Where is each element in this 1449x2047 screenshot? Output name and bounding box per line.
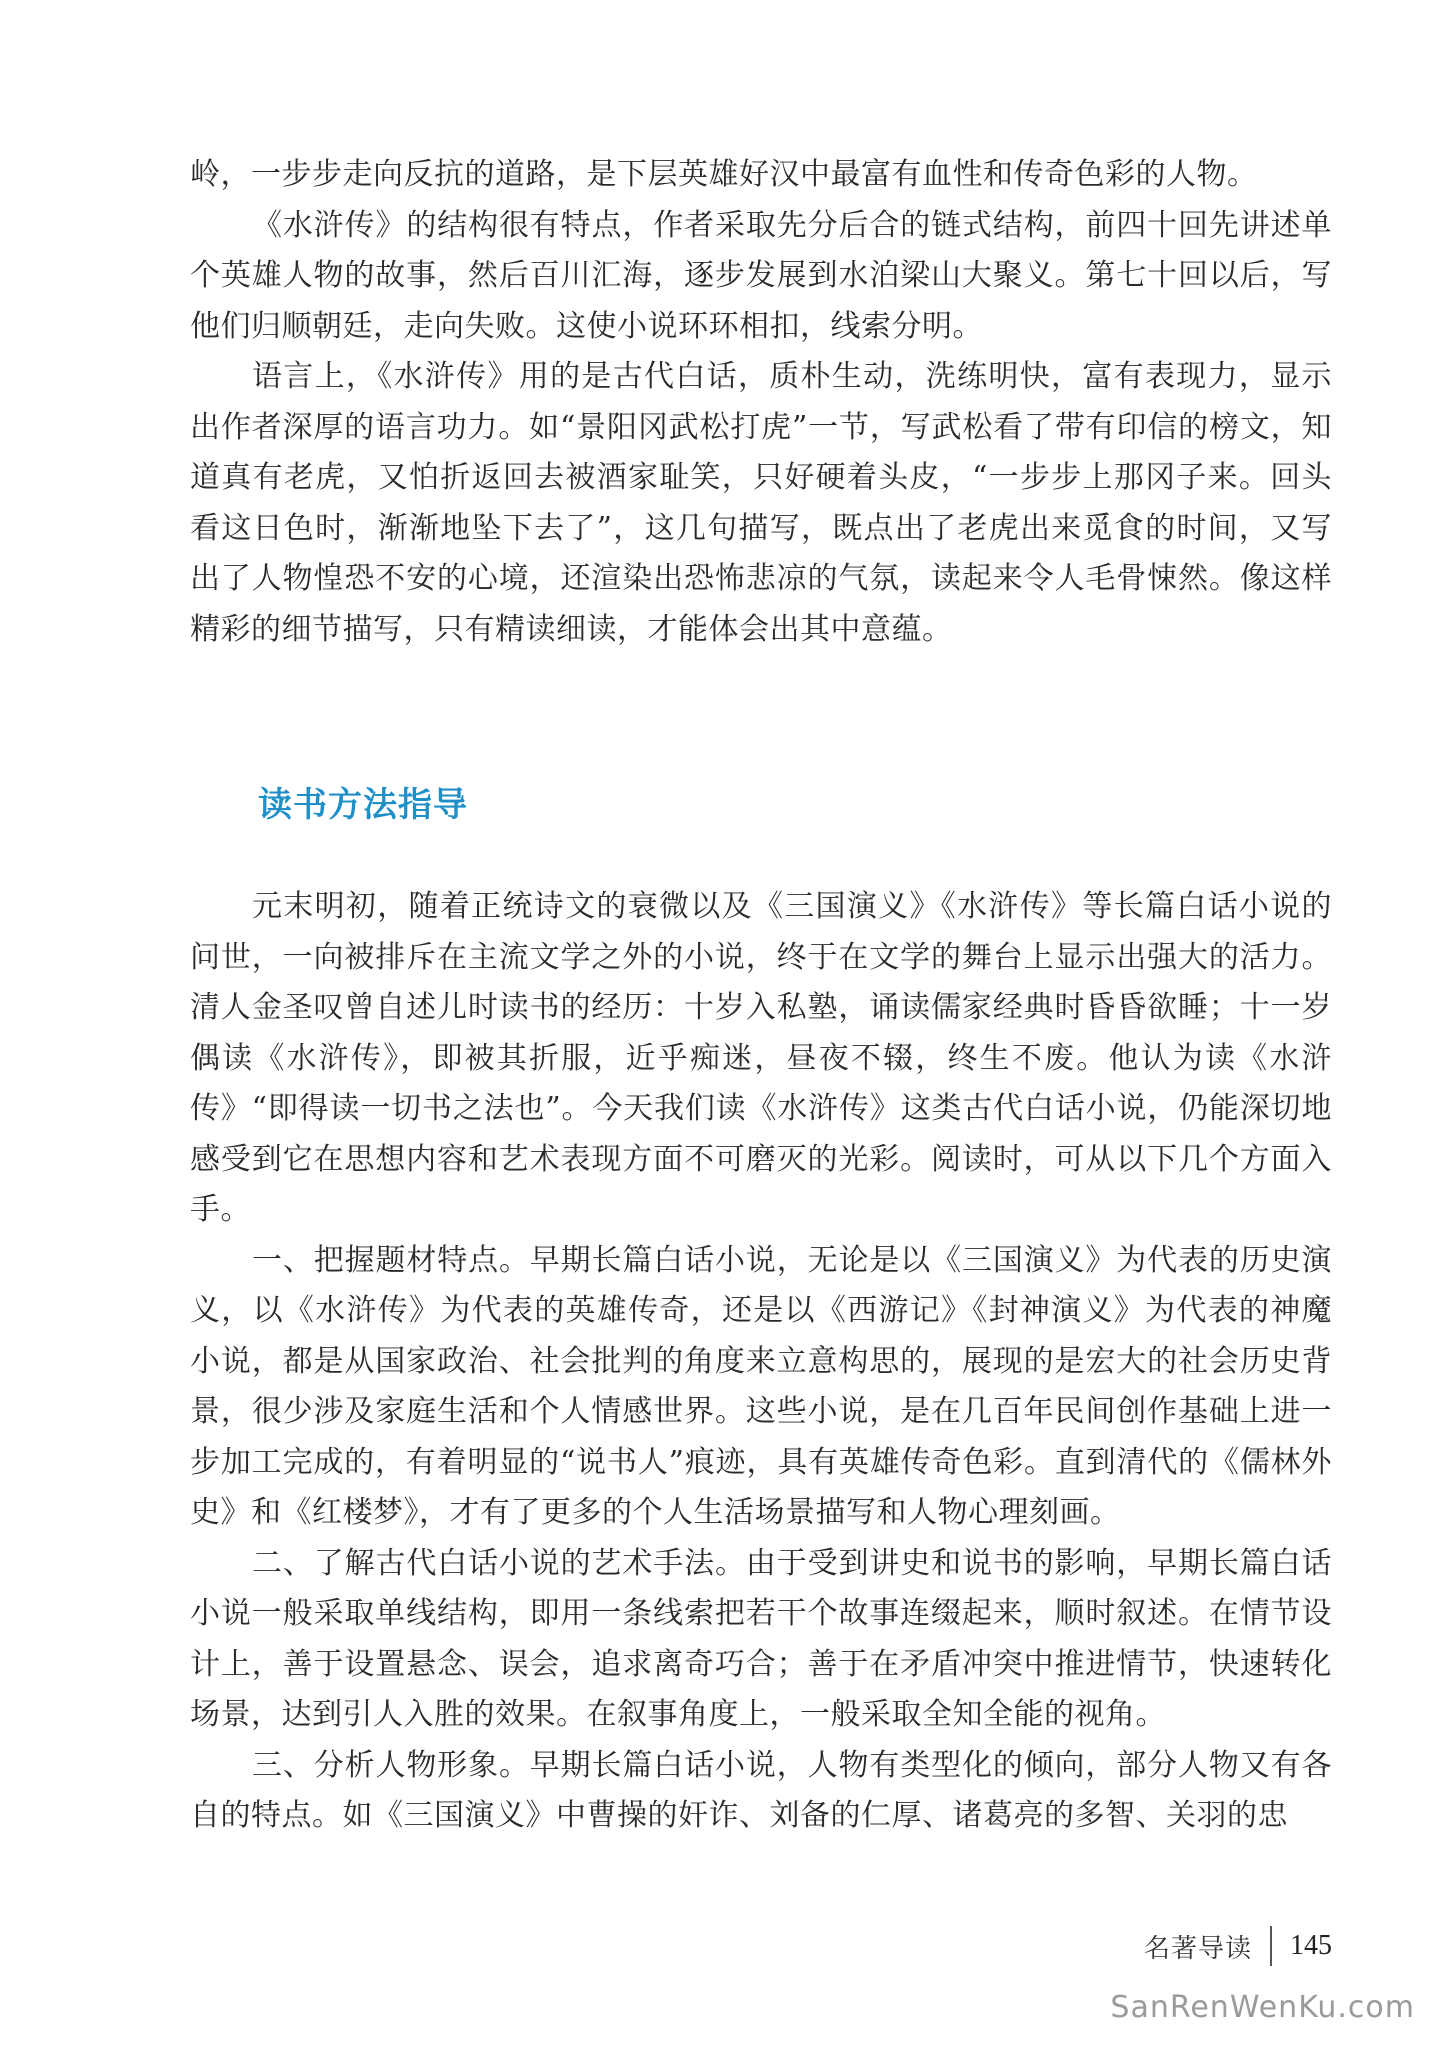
paragraph-point-three: 三、分析人物形象。早期长篇白话小说，人物有类型化的倾向，部分人物又有各自的特点。如《三国演义》中曹操的奸诈、刘备的仁厚、诸葛亮的多智、关羽的忠 xyxy=(190,1747,1332,1833)
footer-book-title: 名著导读 xyxy=(1143,1933,1252,1964)
paragraph-point-one: 一、把握题材特点。早期长篇白话小说，无论是以《三国演义》为代表的历史演义，以《水浒传》为代表的英雄传奇，还是以《西游记》《封神演义》为代表的神魔小说，都是从国家政治、社会批判的角度来立意构思的，展现的是宏大的社会历史背景，很少涉及家庭生活和个人情感世界。这些小说，是在几百年民间创作基础上进一步加工完成的，有着明显的“说书人”痕迹，具有英雄传奇色彩。直到清代的《儒林外史》和《红楼梦》，才有了更多的个人生活场景描写和人物心理刻画。 xyxy=(190,1242,1332,1530)
section-text-block xyxy=(190,882,1332,1842)
watermark: SanRenWenKu.com xyxy=(1110,1990,1415,2025)
top-text-block xyxy=(190,150,1332,655)
page-footer xyxy=(1144,1925,1332,1967)
page-number: 145 xyxy=(1290,1930,1332,1961)
paragraph-structure: 《水浒传》的结构很有特点，作者采取先分后合的链式结构，前四十回先讲述单个英雄人物的故事，然后百川汇海，逐步发展到水泊梁山大聚义。第七十回以后，写他们归顺朝廷，走向失败。这使小说环环相扣，线索分明。 xyxy=(190,207,1332,344)
paragraph-intro: 元末明初，随着正统诗文的衰微以及《三国演义》《水浒传》等长篇白话小说的问世，一向被排斥在主流文学之外的小说，终于在文学的舞台上显示出强大的活力。清人金圣叹曾自述儿时读书的经历：十岁入私塾，诵读儒家经典时昏昏欲睡；十一岁偶读《水浒传》，即被其折服，近乎痴迷，昼夜不辍，终生不废。他认为读《水浒传》“即得读一切书之法也”。今天我们读《水浒传》这类古代白话小说，仍能深切地感受到它在思想内容和艺术表现方面不可磨灭的光彩。阅读时，可从以下几个方面入手。 xyxy=(190,889,1332,1227)
footer-divider xyxy=(1270,1926,1272,1966)
paragraph-continuation: 岭，一步步走向反抗的道路，是下层英雄好汉中最富有血性和传奇色彩的人物。 xyxy=(190,157,1258,192)
section-heading: 读书方法指导 xyxy=(258,785,468,825)
paragraph-point-two: 二、了解古代白话小说的艺术手法。由于受到讲史和说书的影响，早期长篇白话小说一般采取单线结构，即用一条线索把若干个故事连缀起来，顺时叙述。在情节设计上，善于设置悬念、误会，追求离奇巧合；善于在矛盾冲突中推进情节，快速转化场景，达到引人入胜的效果。在叙事角度上，一般采取全知全能的视角。 xyxy=(190,1545,1332,1732)
paragraph-language: 语言上，《水浒传》用的是古代白话，质朴生动，洗练明快，富有表现力，显示出作者深厚的语言功力。如“景阳冈武松打虎”一节，写武松看了带有印信的榜文，知道真有老虎，又怕折返回去被酒家耻笑，只好硬着头皮，“一步步上那冈子来。回头看这日色时，渐渐地坠下去了”，这几句描写，既点出了老虎出来觅食的时间，又写出了人物惶恐不安的心境，还渲染出恐怖悲凉的气氛，读起来令人毛骨悚然。像这样精彩的细节描写，只有精读细读，才能体会出其中意蕴。 xyxy=(190,359,1332,647)
